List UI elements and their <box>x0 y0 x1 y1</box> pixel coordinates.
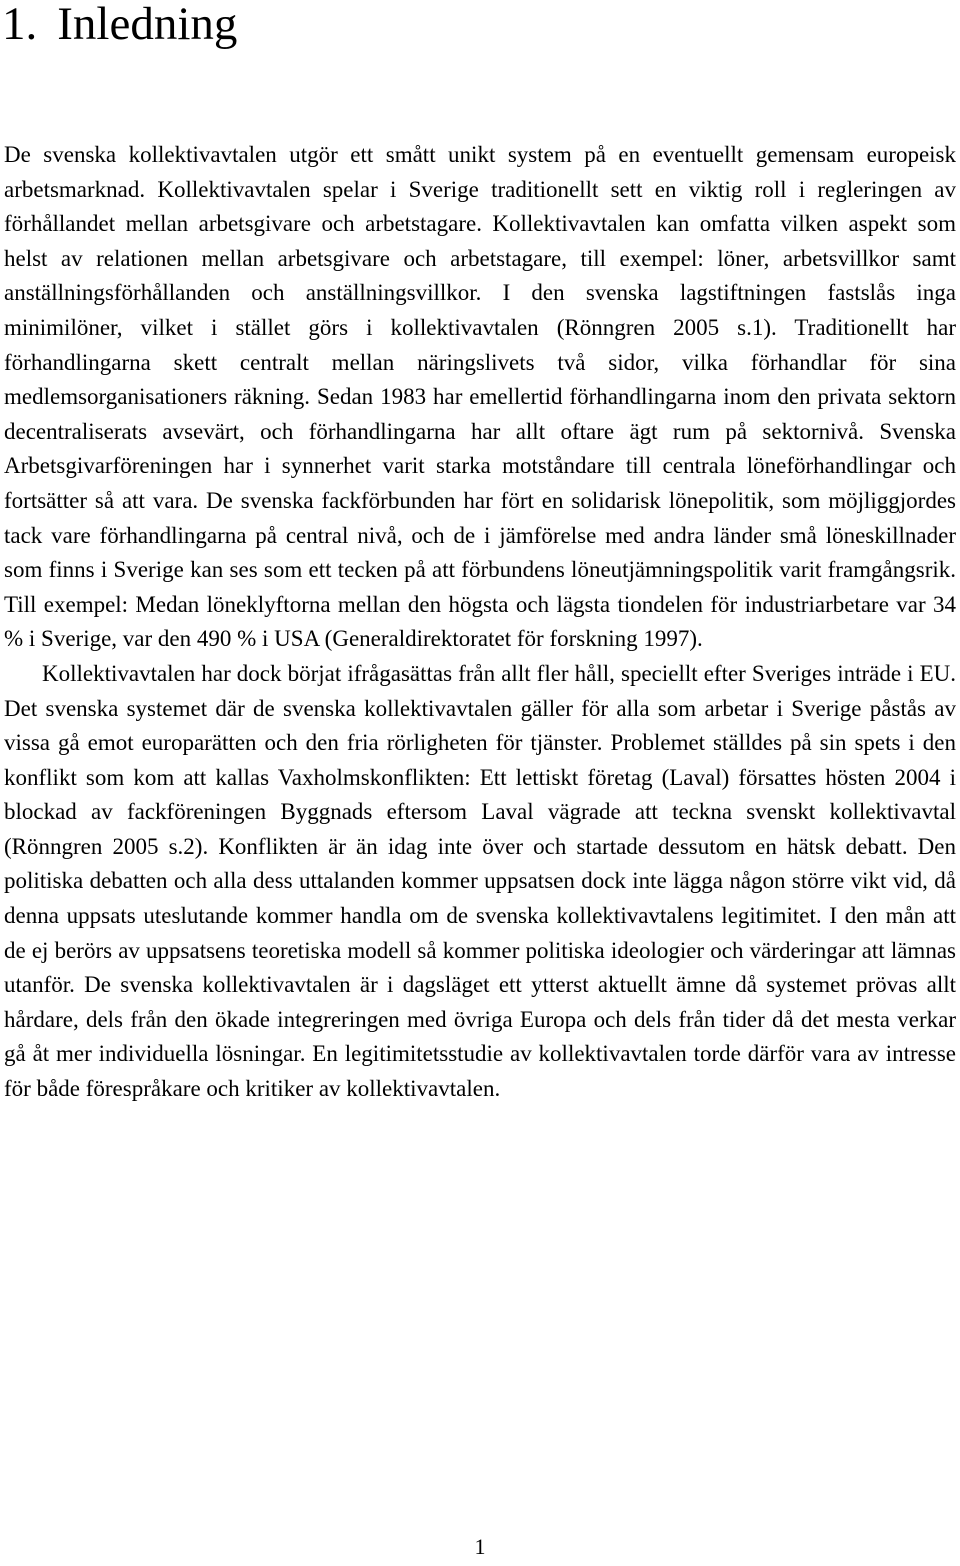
paragraph-1: De svenska kollektivavtalen utgör ett smått unikt system på en eventuellt gemensam europeisk arbetsmarknad. Kollektivavtalen spelar i Sverige traditionellt sett en viktig roll i regleringen av förhållandet mellan arbetsgivare och arbetstagare. Kollektivavtalen kan omfatta vilken aspekt som helst av relationen mellan arbetsgivare och arbetstagare, till exempel: löner, arbetsvillkor samt anställningsförhållanden och anställningsvillkor. I den svenska lagstiftningen fastslås inga minimilöner, vilket i stället görs i kollektivavtalen (Rönngren 2005 s.1). Traditionellt har förhandlingarna skett centralt mellan näringslivets två sidor, vilka förhandlar för sina medlemsorganisationers räkning. Sedan 1983 har emellertid förhandlingarna inom den privata sektorn decentraliserats avsevärt, och förhandlingarna har allt oftare ägt rum på sektornivå. Svenska Arbetsgivarföreningen har i synnerhet varit starka motståndare till centrala löneförhandlingar och fortsätter så att vara. De svenska fackförbunden har fört en solidarisk lönepolitik, som möjliggjordes tack vare förhandlingarna på central nivå, och de i jämförelse med andra länder små löneskillnader som finns i Sverige kan ses som ett tecken på att förbundens löneutjämningspolitik varit framgångsrik. Till exempel: Medan löneklyftorna mellan den högsta och lägsta tiondelen för industriarbetare var 34 % i Sverige, var den 490 % i USA (Generaldirektoratet för forskning 1997). <box>4 142 956 652</box>
chapter-heading <box>2 0 237 54</box>
chapter-title: Inledning <box>57 0 238 50</box>
paragraph-2: Kollektivavtalen har dock börjat ifrågasättas från allt fler håll, speciellt efter Sveriges inträde i EU. Det svenska systemet där de svenska kollektivavtalen gäller för alla som arbetar i Sverige påstås av vissa gå emot europarätten och den fria rörligheten för tjänster. Problemet ställdes på sin spets i den konflikt som kom att kallas Vaxholmskonflikten: Ett lettiskt företag (Laval) försattes hösten 2004 i blockad av fackföreningen Byggnads eftersom Laval vägrade att teckna svenskt kollektivavtal (Rönngren 2005 s.2). Konflikten är än idag inte över och startade dessutom en hätsk debatt. Den politiska debatten och alla dess uttalanden kommer uppsatsen dock inte lägga någon större vikt vid, då denna uppsats uteslutande kommer handla om de svenska kollektivavtalens legitimitet. I den mån att de ej berörs av uppsatsens teoretiska modell så kommer politiska ideologier och värderingar att lämnas utanför. De svenska kollektivavtalen är i dagsläget ett ytterst aktuellt ämne då systemet prövas allt hårdare, dels från den ökade integreringen med övriga Europa och dels från tider då det mesta verkar gå åt mer individuella lösningar. En legitimitetsstudie av kollektivavtalen torde därför vara av intresse för både förespråkare och kritiker av kollektivavtalen. <box>4 660 956 1102</box>
page-number: 1 <box>474 1534 486 1559</box>
chapter-number: 1. <box>2 0 38 50</box>
body-text <box>4 138 956 1107</box>
